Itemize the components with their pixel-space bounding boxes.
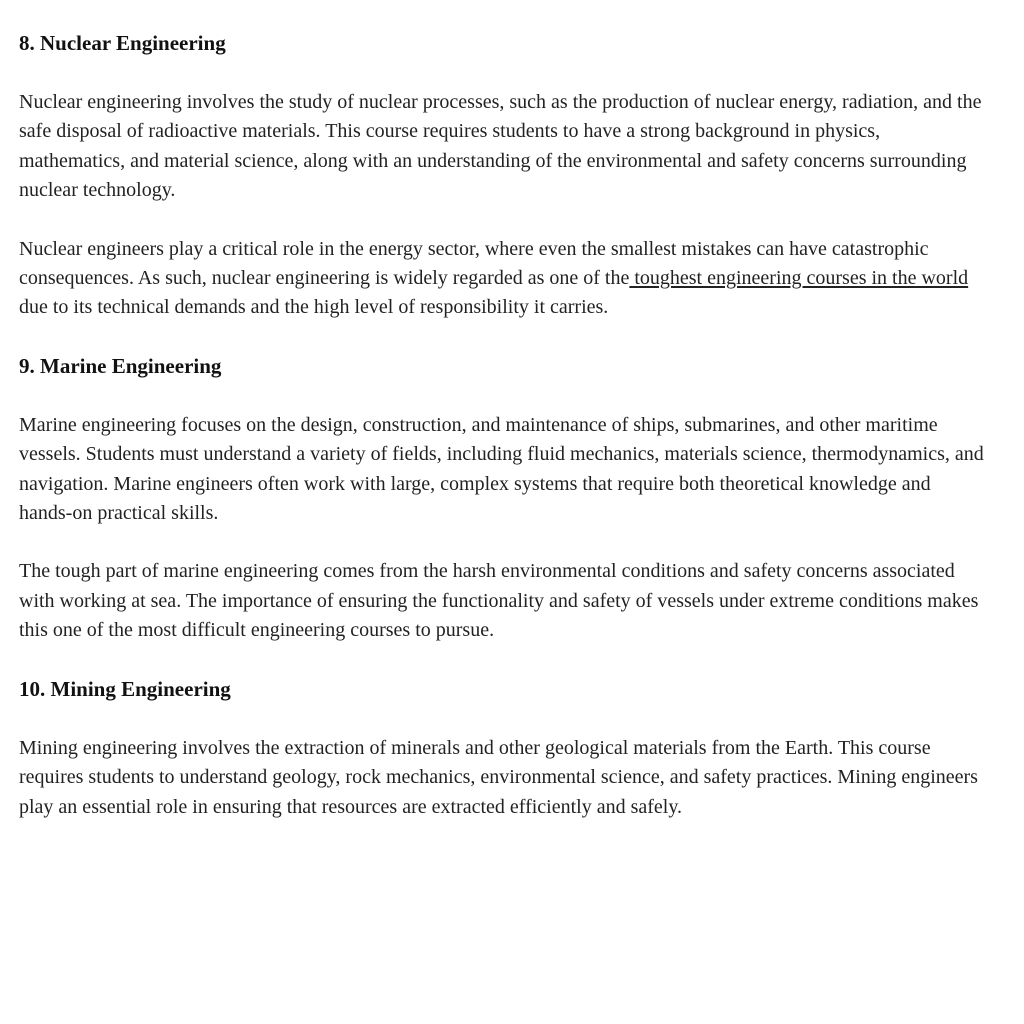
paragraph-text: due to its technical demands and the high level of responsibility it carries. <box>19 296 609 319</box>
section-mining-engineering <box>19 675 985 822</box>
section-heading: 9. Marine Engineering <box>19 353 222 378</box>
section-marine-engineering <box>19 352 985 646</box>
paragraph-text: Nuclear engineers play a critical role in the energy sector, where even the smallest mistakes can have catastrophic consequences. As such, nuclear engineering is widely regarded as one of the <box>19 237 929 290</box>
paragraph: Mining engineering involves the extraction of minerals and other geological materials from the Earth. This course requires students to understand geology, rock mechanics, environmental science, and safety practices. Mining engineers play an essential role in ensuring that resources are extracted efficiently and safely. <box>19 736 978 818</box>
paragraph-with-link <box>19 235 985 323</box>
paragraph: Nuclear engineering involves the study of nuclear processes, such as the production of nuclear energy, radiation, and the safe disposal of radioactive materials. This course requires students to have a strong background in physics, mathematics, and material science, along with an understanding of the environmental and safety concerns surrounding nuclear technology. <box>19 91 982 202</box>
section-heading: 10. Mining Engineering <box>19 676 231 701</box>
section-nuclear-engineering <box>19 29 985 323</box>
paragraph: The tough part of marine engineering comes from the harsh environmental conditions and safety concerns associated with working at sea. The importance of ensuring the functionality and safety of vessels under extreme conditions makes this one of the most difficult engineering courses to pursue. <box>19 560 979 642</box>
toughest-engineering-courses-link[interactable]: toughest engineering courses in the world <box>629 267 969 290</box>
paragraph: Marine engineering focuses on the design, construction, and maintenance of ships, submarines, and other maritime vessels. Students must understand a variety of fields, including fluid mechanics, materials science, thermodynamics, and navigation. Marine engineers often work with large, complex systems that require both theoretical knowledge and hands-on practical skills. <box>19 413 984 525</box>
section-heading: 8. Nuclear Engineering <box>19 31 226 55</box>
